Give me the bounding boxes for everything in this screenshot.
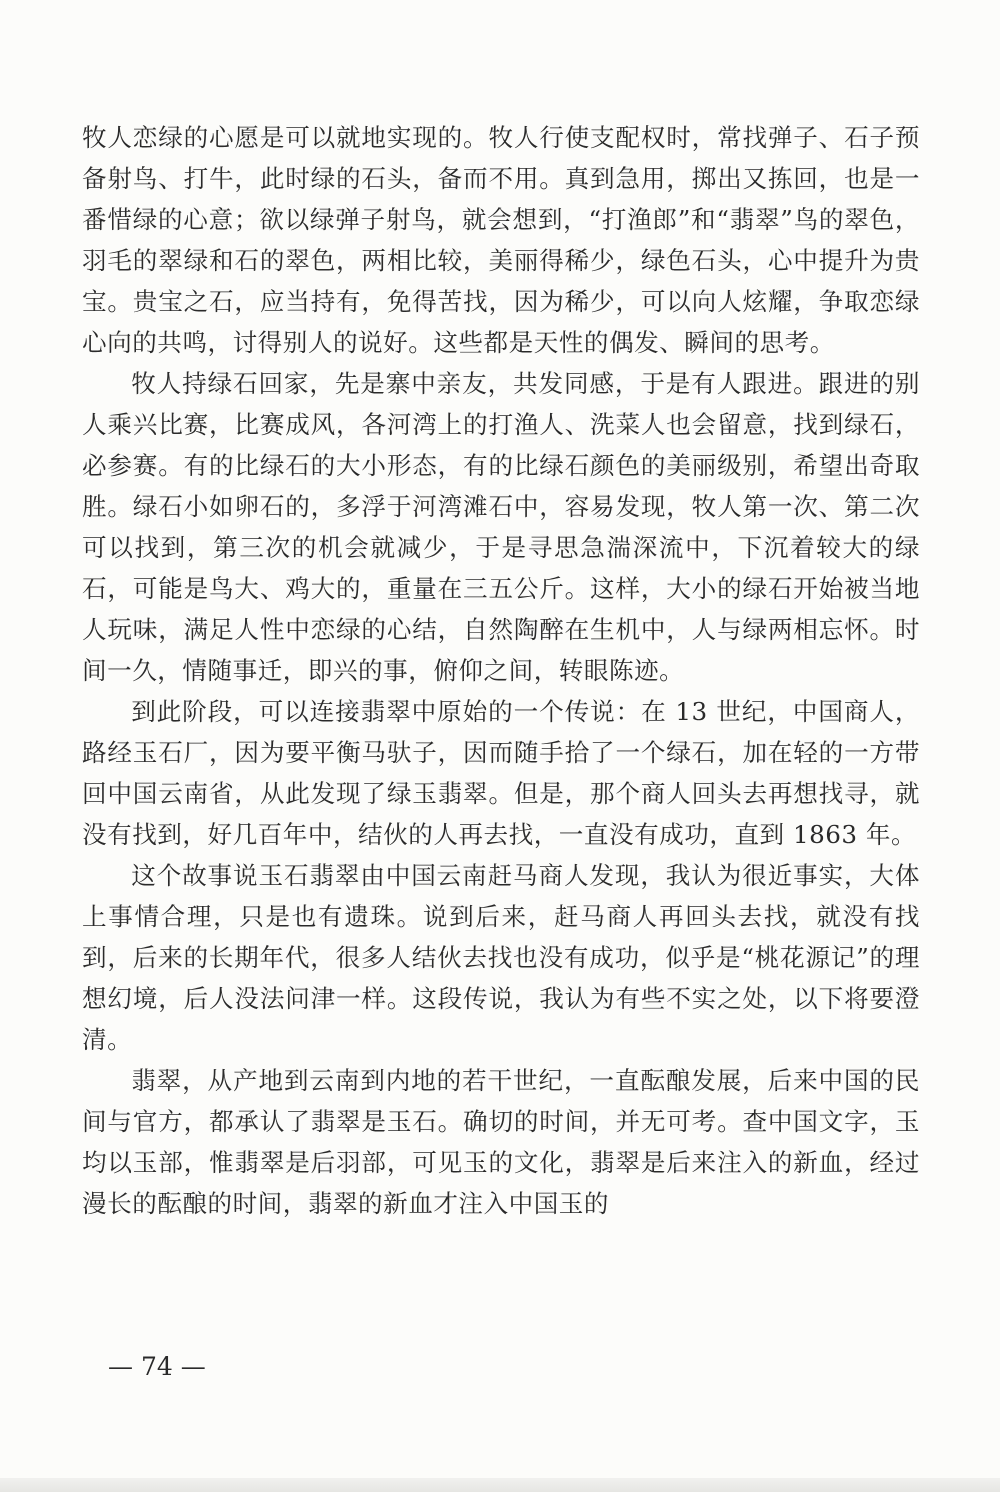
- paragraph-5: 翡翠，从产地到云南到内地的若干世纪，一直酝酿发展，后来中国的民间与官方，都承认了翡翠是玉石。确切的时间，并无可考。查中国文字，玉均以玉部，惟翡翠是后羽部，可见玉的文化，翡翠是后来注入的新血，经过漫长的酝酿的时间，翡翠的新血才注入中国玉的: [82, 1066, 920, 1218]
- paragraph-3: 到此阶段，可以连接翡翠中原始的一个传说：在 13 世纪，中国商人，路经玉石厂，因为要平衡马驮子，因而随手拾了一个绿石，加在轻的一方带回中国云南省，从此发现了绿玉翡翠。但是，那个商人回头去再想找寻，就没有找到，好几百年中，结伙的人再去找，一直没有成功，直到 1863 年。: [82, 697, 920, 849]
- page-bottom-edge: [0, 1478, 1000, 1492]
- page-number: — 74 —: [108, 1352, 206, 1381]
- paragraph-2: 牧人持绿石回家，先是寨中亲友，共发同感，于是有人跟进。跟进的别人乘兴比赛，比赛成风，各河湾上的打渔人、洗菜人也会留意，找到绿石，必参赛。有的比绿石的大小形态，有的比绿石颜色的美丽级别，希望出奇取胜。绿石小如卵石的，多浮于河湾滩石中，容易发现，牧人第一次、第二次可以找到，第三次的机会就减少，于是寻思急湍深流中，下沉着较大的绿石，可能是鸟大、鸡大的，重量在三五公斤。这样，大小的绿石开始被当地人玩味，满足人性中恋绿的心结，自然陶醉在生机中，人与绿两相忘怀。时间一久，情随事迁，即兴的事，俯仰之间，转眼陈迹。: [82, 369, 920, 685]
- paragraph-1: 牧人恋绿的心愿是可以就地实现的。牧人行使支配权时，常找弹子、石子预备射鸟、打牛，此时绿的石头，备而不用。真到急用，掷出又拣回，也是一番惜绿的心意；欲以绿弹子射鸟，就会想到，“打渔郎”和“翡翠”鸟的翠色，羽毛的翠绿和石的翠色，两相比较，美丽得稀少，绿色石头，心中提升为贵宝。贵宝之石，应当持有，免得苦找，因为稀少，可以向人炫耀，争取恋绿心向的共鸣，讨得别人的说好。这些都是天性的偶发、瞬间的思考。: [82, 123, 920, 357]
- body-text: [82, 117, 920, 1224]
- paragraph-4: 这个故事说玉石翡翠由中国云南赶马商人发现，我认为很近事实，大体上事情合理，只是也有遗珠。说到后来，赶马商人再回头去找，就没有找到，后来的长期年代，很多人结伙去找也没有成功，似乎是“桃花源记”的理想幻境，后人没法问津一样。这段传说，我认为有些不实之处，以下将要澄清。: [82, 861, 920, 1054]
